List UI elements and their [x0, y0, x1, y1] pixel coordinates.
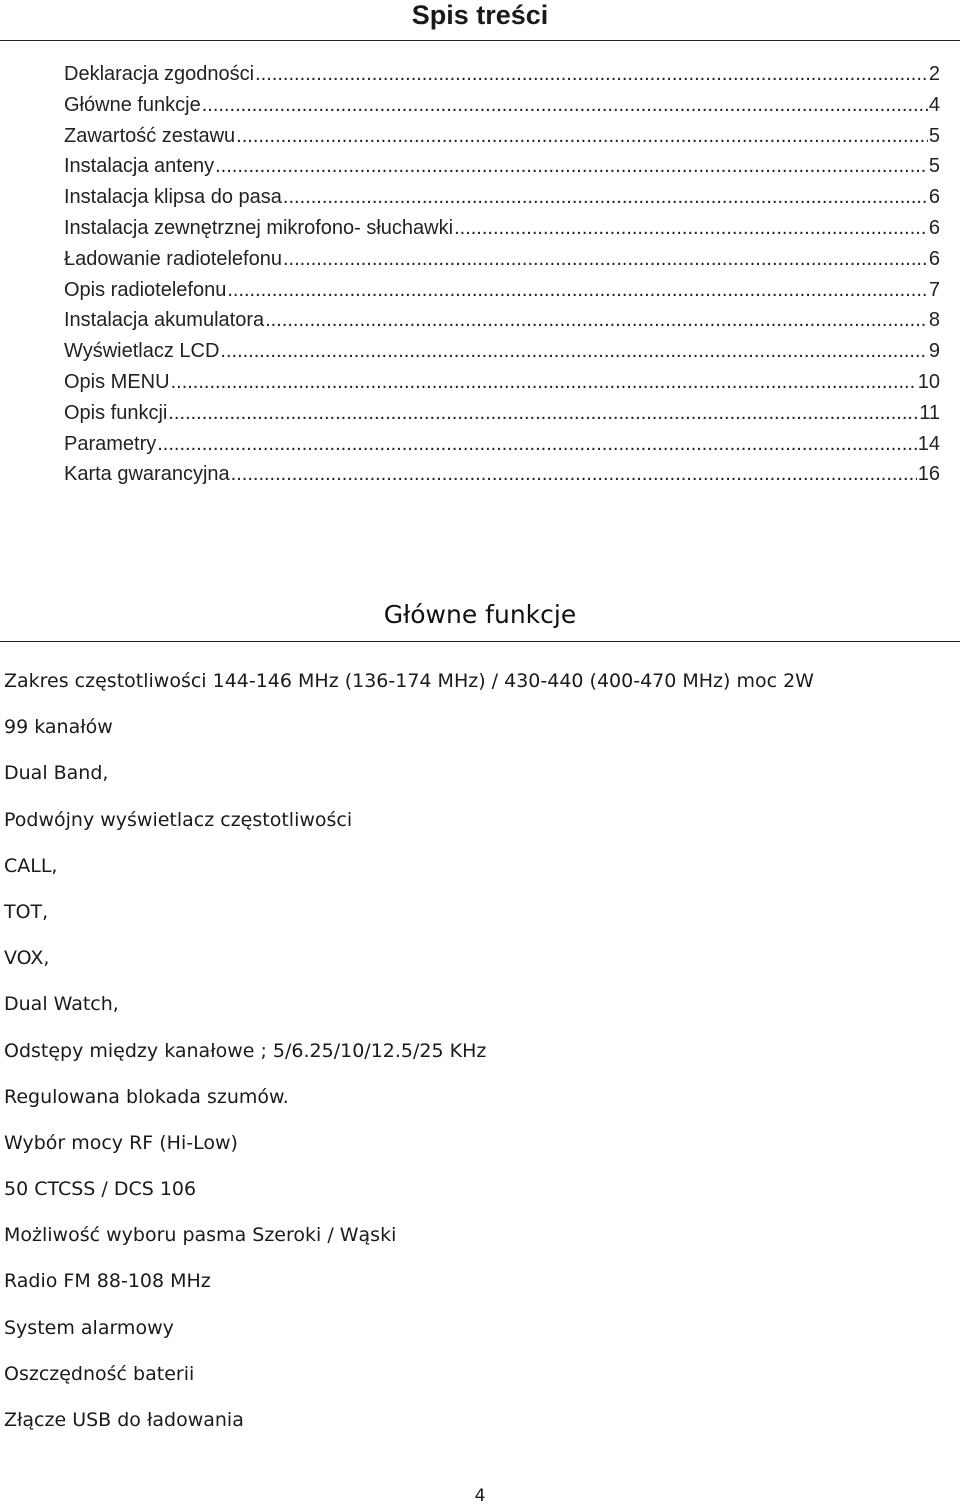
toc-entry-page: 4	[928, 93, 940, 116]
feature-item: Odstępy między kanałowe ; 5/6.25/10/12.5/25 KHz	[4, 1039, 487, 1062]
toc-entry[interactable]	[64, 217, 940, 248]
toc-entry-label: Główne funkcje	[64, 93, 201, 116]
toc-entry-page: 7	[928, 278, 940, 301]
toc-leader-dots	[168, 402, 918, 425]
feature-item: TOT,	[4, 900, 49, 923]
feature-item: 50 CTCSS / DCS 106	[4, 1178, 197, 1201]
toc-leader-dots	[157, 433, 917, 456]
toc-entry-page: 6	[928, 247, 940, 270]
feature-item: VOX,	[4, 947, 50, 970]
feature-item: Złącze USB do ładowania	[4, 1409, 244, 1431]
feature-item: Możliwość wyboru pasma Szeroki / Wąski	[4, 1224, 397, 1247]
toc-leader-dots	[283, 186, 928, 209]
toc-title: Spis treści	[411, 0, 549, 30]
toc-entry-label: Ładowanie radiotelefonu	[64, 247, 282, 270]
toc-entry[interactable]	[64, 186, 940, 217]
page-number: 4	[474, 1486, 486, 1506]
toc-entry[interactable]	[64, 309, 940, 340]
toc-entry-label: Deklaracja zgodności	[64, 63, 255, 85]
toc-entry-page: 14	[917, 432, 940, 455]
toc-entry[interactable]	[64, 402, 940, 433]
feature-item: Dual Watch,	[4, 993, 119, 1016]
toc-entry[interactable]	[64, 463, 940, 494]
toc-entry-label: Instalacja zewnętrznej mikrofono- słuchawki	[64, 216, 454, 239]
feature-item: Regulowana blokada szumów.	[4, 1085, 289, 1108]
toc-entry-label: Opis MENU	[64, 370, 170, 393]
toc-leader-dots	[265, 309, 928, 332]
toc-entry-label: Opis radiotelefonu	[64, 278, 227, 301]
toc-entry-label: Instalacja akumulatora	[64, 309, 265, 332]
feature-item: Dual Band,	[4, 762, 109, 785]
toc-entry[interactable]	[64, 63, 940, 94]
main-features-list	[4, 664, 814, 1449]
toc-leader-dots	[283, 248, 928, 271]
toc-leader-dots	[255, 63, 928, 86]
toc-leader-dots	[236, 125, 928, 148]
toc-entry-page: 5	[928, 155, 940, 178]
toc-entry[interactable]	[64, 433, 940, 464]
feature-item: Radio FM 88-108 MHz	[4, 1270, 211, 1293]
toc-entry-label: Karta gwarancyjna	[64, 463, 230, 486]
toc-entry-label: Opis funkcji	[64, 401, 168, 424]
toc-leader-dots	[215, 155, 928, 178]
toc-entry-page: 11	[919, 401, 940, 424]
toc-entry-page: 2	[928, 63, 940, 85]
toc-leader-dots	[220, 340, 927, 363]
toc-entry-label: Instalacja anteny	[64, 155, 215, 178]
toc-entry-page: 5	[928, 124, 940, 147]
feature-item: Podwójny wyświetlacz częstotliwości	[4, 808, 353, 831]
toc-entry-page: 6	[928, 186, 940, 209]
toc-leader-dots	[171, 371, 917, 394]
toc-entry[interactable]	[64, 340, 940, 371]
toc-leader-dots	[454, 217, 928, 240]
toc-entry[interactable]	[64, 94, 940, 125]
feature-item: CALL,	[4, 854, 58, 877]
toc-title-rule	[0, 40, 960, 41]
feature-item: System alarmowy	[4, 1316, 174, 1339]
toc-leader-dots	[227, 279, 928, 302]
main-features-title: Główne funkcje	[383, 600, 577, 629]
toc-entry[interactable]	[64, 371, 940, 402]
toc-entry-label: Instalacja klipsa do pasa	[64, 186, 282, 209]
main-features-rule	[0, 641, 960, 642]
feature-item: Oszczędność baterii	[4, 1362, 195, 1385]
feature-item: Wybór mocy RF (Hi-Low)	[4, 1131, 238, 1154]
toc-entry-label: Parametry	[64, 432, 157, 455]
toc-entry-page: 10	[917, 370, 940, 393]
toc-entry-label: Zawartość zestawu	[64, 124, 236, 147]
toc-entry[interactable]	[64, 155, 940, 186]
toc-entry-page: 16	[917, 463, 940, 486]
toc-leader-dots	[231, 463, 917, 486]
toc-entry-label: Wyświetlacz LCD	[64, 340, 220, 363]
toc-list	[64, 63, 940, 494]
toc-entry[interactable]	[64, 279, 940, 310]
toc-entry[interactable]	[64, 125, 940, 156]
toc-entry-page: 6	[928, 216, 940, 239]
toc-entry-page: 9	[928, 340, 940, 363]
toc-entry[interactable]	[64, 248, 940, 279]
toc-leader-dots	[202, 94, 928, 117]
toc-entry-page: 8	[928, 309, 940, 332]
feature-item: Zakres częstotliwości 144-146 MHz (136-174 MHz) / 430-440 (400-470 MHz) moc 2W	[4, 670, 814, 692]
feature-item: 99 kanałów	[4, 716, 113, 739]
